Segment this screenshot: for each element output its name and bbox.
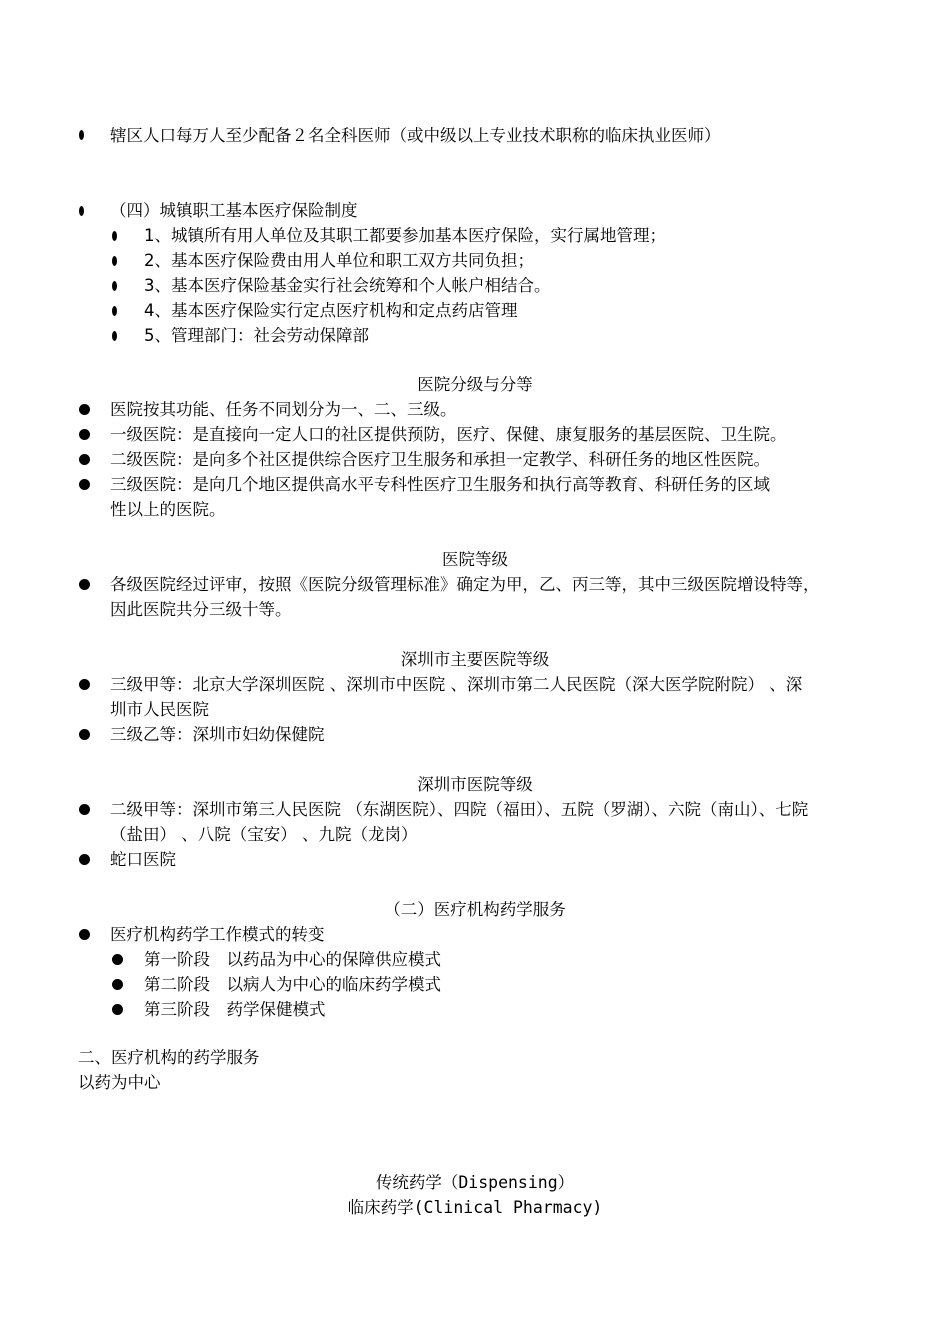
bullet-icon bbox=[79, 929, 90, 940]
list-item: 二级甲等：深圳市第三人民医院 （东湖医院）、四院（福田）、五院（罗湖）、六院（南山）、七院 bbox=[110, 800, 809, 819]
bullet-icon bbox=[112, 331, 117, 341]
sub-list-item: 第三阶段 药学保健模式 bbox=[144, 1000, 326, 1019]
list-item: 2、基本医疗保险费由用人单位和职工双方共同负担； bbox=[144, 251, 534, 270]
bullet-icon bbox=[112, 1004, 123, 1015]
bullet-icon bbox=[79, 429, 90, 440]
list-item: 1、城镇所有用人单位及其职工都要参加基本医疗保险，实行属地管理； bbox=[144, 226, 666, 245]
bullet-icon bbox=[112, 231, 117, 241]
bullet-icon bbox=[112, 256, 117, 266]
list-item: 辖区人口每万人至少配备２名全科医师（或中级以上专业技术职称的临床执业医师） bbox=[110, 126, 721, 145]
footer-line-dispensing: 传统药学（Dispensing） bbox=[375, 1173, 575, 1192]
list-item-continuation: 因此医院共分三级十等。 bbox=[110, 600, 292, 619]
sub-list-item: 第一阶段 以药品为中心的保障供应模式 bbox=[144, 950, 441, 969]
bullet-icon bbox=[79, 579, 90, 590]
list-item: 一级医院：是直接向一定人口的社区提供预防，医疗、保健、康复服务的基层医院、卫生院。 bbox=[110, 425, 787, 444]
bullet-icon bbox=[112, 281, 117, 291]
bullet-icon bbox=[79, 130, 84, 140]
list-item-continuation: 性以上的医院。 bbox=[110, 500, 226, 519]
list-item: 三级乙等：深圳市妇幼保健院 bbox=[110, 725, 325, 744]
list-item: 5、管理部门：社会劳动保障部 bbox=[144, 326, 369, 345]
bullet-icon bbox=[79, 729, 90, 740]
bullet-icon bbox=[79, 804, 90, 815]
section-title: 医院等级 bbox=[442, 550, 508, 569]
section-subheading: 以药为中心 bbox=[78, 1073, 161, 1092]
list-item-continuation: （盐田） 、八院（宝安） 、九院（龙岗） bbox=[110, 825, 418, 844]
list-item: 医疗机构药学工作模式的转变 bbox=[110, 925, 325, 944]
list-item: 各级医院经过评审，按照《医院分级管理标准》确定为甲，乙、丙三等，其中三级医院增设特等， bbox=[110, 575, 820, 594]
bullet-icon bbox=[112, 954, 123, 965]
bullet-icon bbox=[79, 206, 84, 216]
bullet-icon bbox=[79, 854, 90, 865]
bullet-icon bbox=[112, 979, 123, 990]
bullet-icon bbox=[79, 404, 90, 415]
bullet-icon bbox=[79, 454, 90, 465]
section-title: 医院分级与分等 bbox=[417, 375, 533, 394]
list-item: 医院按其功能、任务不同划分为一、二、三级。 bbox=[110, 400, 457, 419]
footer-line-clinical-pharmacy: 临床药学(Clinical Pharmacy) bbox=[347, 1198, 603, 1217]
list-item: 蛇口医院 bbox=[110, 850, 176, 869]
section-heading: （四）城镇职工基本医疗保险制度 bbox=[110, 201, 358, 220]
list-item: 3、基本医疗保险基金实行社会统筹和个人帐户相结合。 bbox=[144, 276, 551, 295]
section-heading: 二、医疗机构的药学服务 bbox=[78, 1048, 260, 1067]
bullet-icon bbox=[79, 479, 90, 490]
list-item-continuation: 圳市人民医院 bbox=[110, 700, 209, 719]
section-title: 深圳市主要医院等级 bbox=[400, 650, 550, 669]
list-item: 二级医院：是向多个社区提供综合医疗卫生服务和承担一定教学、科研任务的地区性医院。 bbox=[110, 450, 770, 469]
section-title: （二）医疗机构药学服务 bbox=[384, 900, 566, 919]
section-title: 深圳市医院等级 bbox=[417, 775, 533, 794]
list-item: 三级甲等：北京大学深圳医院 、深圳市中医院 、深圳市第二人民医院（深大医学院附院） 、深 bbox=[110, 675, 803, 694]
sub-list-item: 第二阶段 以病人为中心的临床药学模式 bbox=[144, 975, 441, 994]
list-item: 三级医院：是向几个地区提供高水平专科性医疗卫生服务和执行高等教育、科研任务的区域 bbox=[110, 475, 770, 494]
bullet-icon bbox=[79, 679, 90, 690]
bullet-icon bbox=[112, 306, 117, 316]
list-item: 4、基本医疗保险实行定点医疗机构和定点药店管理 bbox=[144, 301, 518, 320]
